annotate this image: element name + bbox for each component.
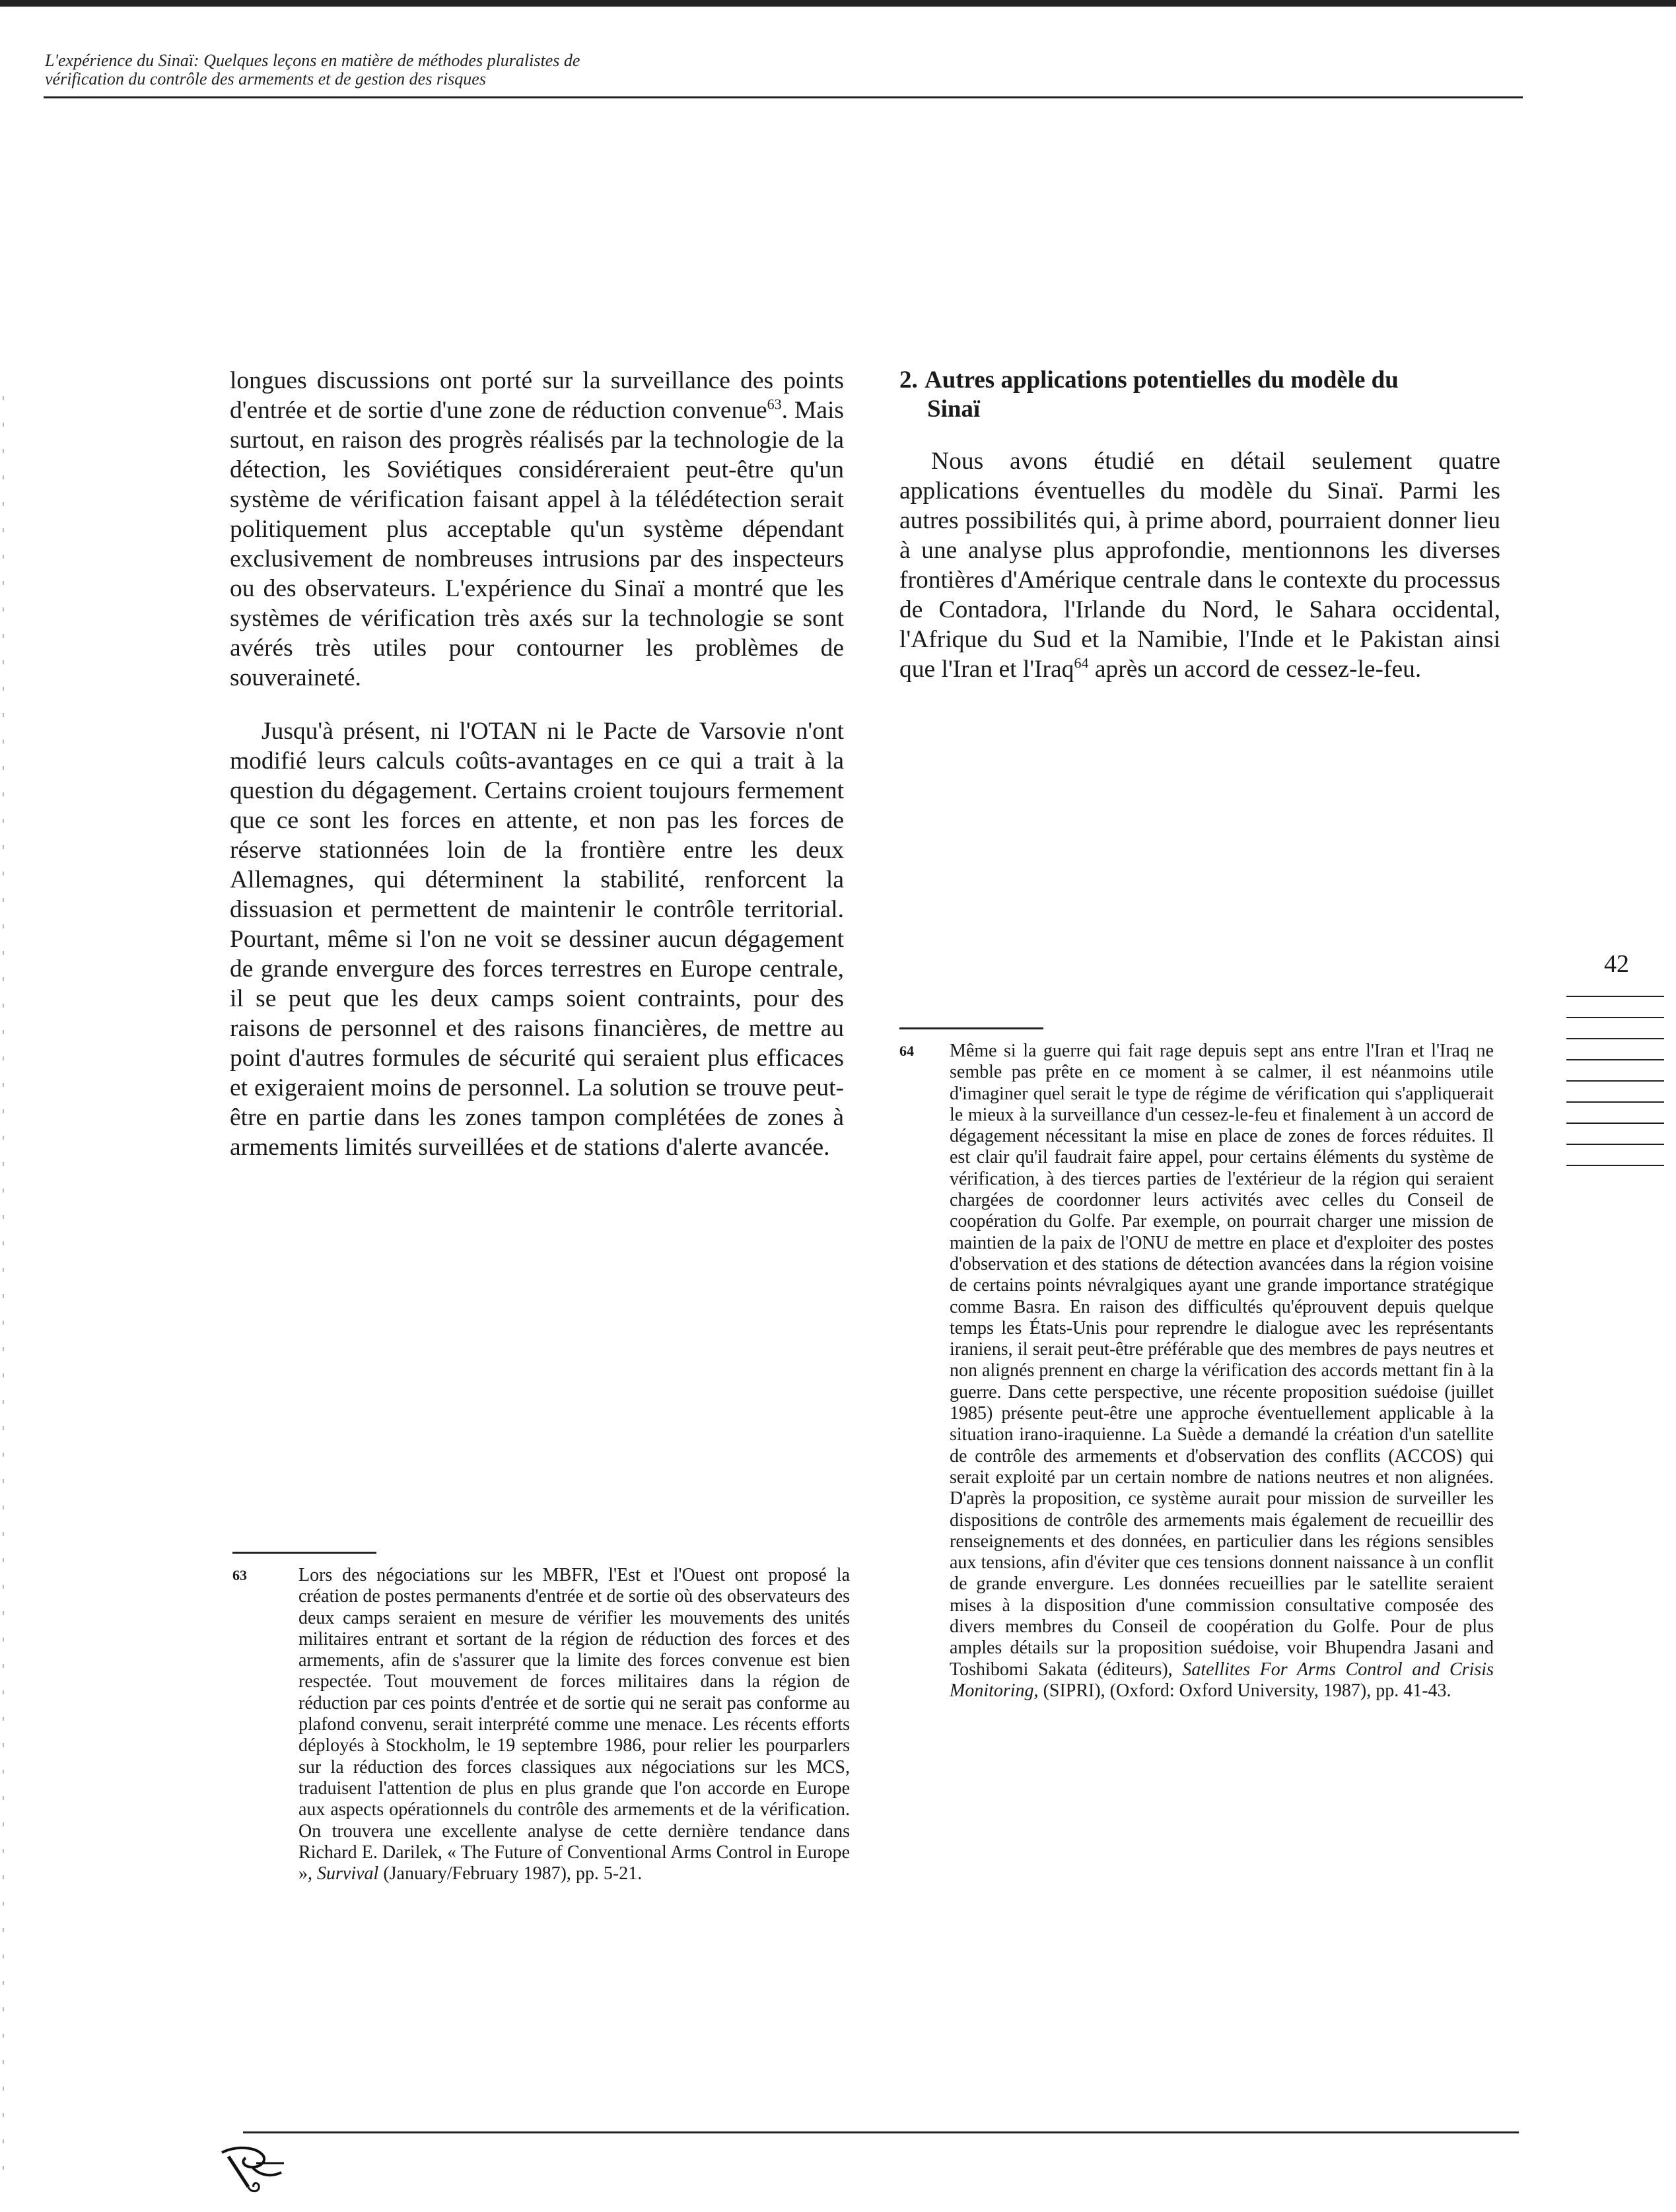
footnote-63-number: 63 [232,1567,247,1583]
tab-line [1566,1017,1664,1018]
tab-line [1566,1038,1664,1039]
publisher-logo-icon [215,2143,288,2196]
running-head [45,52,1498,88]
right-column [899,446,1500,684]
section-title-line-2: Sinaï [927,396,981,423]
footnote-rule [899,1027,1043,1029]
footnote-64 [899,1041,1494,1702]
running-head-rule [44,96,1523,98]
section-number: 2. [899,366,918,394]
paragraph-2: Jusqu'à présent, ni l'OTAN ni le Pacte de Varsovie n'ont modifié leurs calculs coûts-avantages en ce qui a trait à la question du dégagement. Certains croient toujours fermement que ce sont les forces en attente, et non pas les forces de réserve stationnées loin de la frontière entre les deux Allemagnes, qui déterminent la stabilité, renforcent la dissuasion et permettent de maintenir le contrôle territorial. Pourtant, même si l'on ne voit se dessiner aucun dégagement de grande envergure des forces terrestres en Europe centrale, il se peut que les deux camps soient contraints, pour des raisons de personnel et des raisons financières, de mettre au point d'autres formules de sécurité qui seraient plus efficaces et exigeraient moins de personnel. La solution se trouve peut-être en partie dans les zones tampon complétées de zones à armements limités surveillées et de stations d'alerte avancée. [230,718,844,1161]
running-head-line-1: L'expérience du Sinaï: Quelques leçons en matière de méthodes pluralistes de [45,51,580,70]
section-title-line-1: Autres applications potentielles du modèle du [925,366,1399,394]
section-heading [899,366,1504,424]
footnote-64-text [950,1041,1494,1702]
paragraph-3-text-b: après un accord de cessez-le-feu. [1088,656,1422,683]
footnote-ref-64[interactable]: 64 [1074,654,1089,672]
tab-line [1566,1080,1664,1082]
paragraph-1-text-a: longues discussions ont porté sur la surveillance des points d'entrée et de sortie d'une zone de réduction convenue [230,367,844,424]
tab-line [1566,1101,1664,1103]
footnote-63-text [298,1565,850,1884]
page-number: 42 [1604,950,1629,978]
footnote-64-book-title: Satellites For Arms Control and Crisis Monitoring, [950,1659,1494,1701]
footnote-63-journal-title: Survival [317,1863,379,1884]
footnote-63-text-a: Lors des négociations sur les MBFR, l'Est et l'Ouest ont proposé la création de postes permanents d'entrée et de sortie où des observateurs des deux camps seraient en mesure de vérifier les mouvements des unités militaires entrant et sortant de la région de réduction des forces et des armements, afin de s'assurer que la limite des forces convenue est bien respectée. Tout mouvement de forces militaires dans la région de réduction par ces points d'entrée et de sortie qui ne serait pas conforme au plafond convenu, serait interprété comme une menace. Les récents efforts déployés à Stockholm, le 19 septembre 1986, pour relier les pourparlers sur la réduction des forces classiques aux négociations sur les MCS, traduisent l'attention de plus en plus grande que l'on accorde en Europe aux aspects opérationnels du contrôle des armements et de la vérification. On trouvera une excellente analyse de cette dernière tendance dans Richard E. Darilek, « The Future of Conventional Arms Control in Europe », [298,1565,850,1884]
tab-line [1566,1165,1664,1166]
tab-line [1566,1059,1664,1060]
footnote-63 [232,1565,850,1884]
paragraph-1 [230,366,844,693]
footnote-64-text-a: Même si la guerre qui fait rage depuis sept ans entre l'Iran et l'Iraq ne semble pas prête en ce moment à se calmer, il est néanmoins utile d'imaginer quel serait le type de régime de vérification qui s'appliquerait le mieux à la surveillance d'un cessez-le-feu et finalement à un accord de dégagement nécessitant la mise en place de zones de forces réduites. Il est clair qu'il faudrait faire appel, pour certains éléments du système de vérification, à des tierces parties de l'extérieur de la région qui seraient chargées de coordonner leurs activités avec celles du Conseil de coopération du Golfe. Par exemple, on pourrait charger une mission de maintien de la paix de l'ONU de mettre en place et d'exploiter des postes d'observation et des stations de détection avancées dans la région voisine de certains points névralgiques ayant une grande importance stratégique comme Basra. En raison des difficultés qu'éprouvent depuis quelque temps les États-Unis pour reprendre le dialogue avec les représentants iraniens, il serait peut-être préférable que des membres de pays neutres et non alignés prennent en charge la vérification des accords mettant fin à la guerre. Dans cette perspective, une récente proposition suédoise (juillet 1985) présente peut-être une approche éventuellement applicable à la situation irano-iraquienne. La Suède a demandé la création d'un satellite de contrôle des armements et d'observation des conflits (ACCOS) qui serait exploité par un certain nombre de nations neutres et non alignées. D'après la proposition, ce système aurait pour mission de surveiller les dispositions de contrôle des armements mais également de recueillir des renseignements et des données, en particulier dans les régions sensibles aux tensions, afin d'éviter que ces tensions donnent naissance à un conflit de grande envergure. Les données recueillies par le satellite seraient mises à la disposition d'une commission consultative composée des divers membres du Conseil de coopération du Golfe. Pour de plus amples détails sur la proposition suédoise, voir Bhupendra Jasani and Toshibomi Sakata (éditeurs), [950,1041,1494,1680]
footnote-rule [232,1552,376,1554]
footnote-64-text-b: (SIPRI), (Oxford: Oxford University, 1987), pp. 41-43. [1038,1680,1451,1701]
footnote-64-number: 64 [899,1043,914,1059]
paragraph-3 [899,446,1500,684]
scan-edge [3,396,4,2179]
left-column [230,366,844,1162]
running-head-line-2: vérification du contrôle des armements et de gestion des risques [45,69,486,88]
top-border [0,0,1676,7]
tab-line [1566,996,1664,997]
tab-line [1566,1123,1664,1124]
bottom-rule [243,2131,1519,2133]
footnote-ref-63[interactable]: 63 [767,396,782,413]
tab-line [1566,1144,1664,1145]
paragraph-1-text-b: . Mais surtout, en raison des progrès réalisés par la technologie de la détection, les Soviétiques considéreraient peut-être qu'un système de vérification faisant appel à la télédétection serait politiquement plus acceptable qu'un système dépendant exclusivement de nombreuses intrusions par des inspecteurs ou des observateurs. L'expérience du Sinaï a montré que les systèmes de vérification très axés sur la technologie se sont avérés très utiles pour contourner les problèmes de souveraineté. [230,397,845,691]
footnote-63-text-b: (January/February 1987), pp. 5-21. [378,1863,643,1884]
paragraph-3-text-a: Nous avons étudié en détail seulement quatre applications éventuelles du modèle du Sinaï. Parmi les autres possibilités qui, à prime abord, pourraient donner lieu à une analyse plus approfondie, mentionnons les diverses frontières d'Amérique centrale dans le contexte du processus de Contadora, l'Irlande du Nord, le Sahara occidental, l'Afrique du Sud et la Namibie, l'Inde et le Pakistan ainsi que l'Iran et l'Iraq [899,448,1500,683]
